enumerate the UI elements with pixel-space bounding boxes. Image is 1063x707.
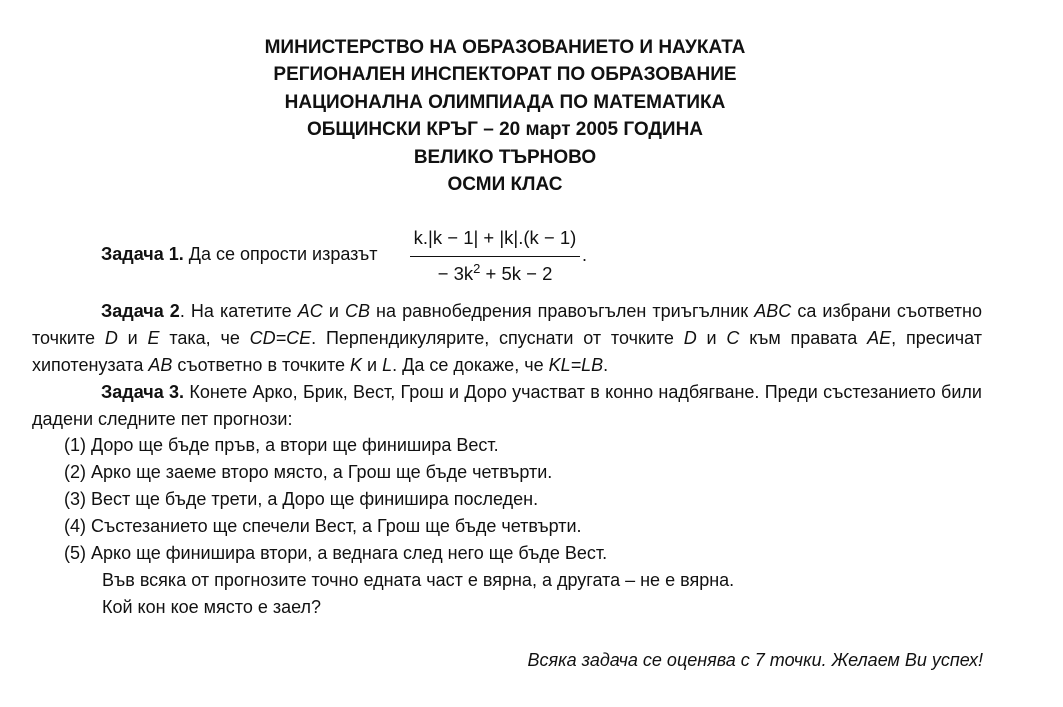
fraction-bar <box>410 256 580 257</box>
task2-var: E <box>147 328 160 348</box>
task2-text: , пресичат хипотенузата <box>32 328 983 375</box>
task2-var: D <box>683 328 697 348</box>
denominator-exponent: 2 <box>473 261 481 276</box>
document-header <box>0 34 1010 198</box>
task2-text: и <box>696 328 727 348</box>
task2-var: L <box>382 355 393 375</box>
task3-text: Конете Арко, Брик, Вест, Грош и Доро участват в конно надбягване. Преди състезанието били дадени следните пет прогнози: <box>32 382 982 429</box>
task2-var: ABC <box>754 301 792 321</box>
task3-statement <box>32 379 982 433</box>
fraction-numerator: k.|k − 1| + |k|.(k − 1) <box>413 227 577 248</box>
task2-text: на равнобедрения правоъгълен триъгълник <box>369 301 755 321</box>
prediction-item: (3) Вест ще бъде трети, а Доро ще финишира последен. <box>64 489 539 509</box>
task3-question: Кой кон кое място е заел? <box>102 597 322 617</box>
task2-text: . <box>603 355 609 375</box>
task2-text: . Да се докаже, че <box>392 355 549 375</box>
footer-note: Всяка задача се оценява с 7 точки. Желаем Ви успех! <box>527 650 983 670</box>
task3-closing <box>102 567 734 621</box>
task2-label: Задача 2 <box>101 301 180 321</box>
header-line-grade: ОСМИ КЛАС <box>447 174 563 196</box>
task2-var: KL=LB <box>548 355 604 375</box>
header-line-olympiad: НАЦИОНАЛНА ОЛИМПИАДА ПО МАТЕМАТИКА <box>284 91 726 113</box>
task1-fraction <box>410 227 580 285</box>
denominator-rest: + 5k − 2 <box>485 263 553 285</box>
fraction-denominator <box>410 261 580 285</box>
task2-text: . Перпендикулярите, спуснати от точките <box>311 328 684 348</box>
header-line-ministry: МИНИСТЕРСТВО НА ОБРАЗОВАНИЕТО И НАУКАТА <box>264 37 746 58</box>
task2-text: и <box>322 301 345 321</box>
task2-var: CD=CE <box>249 328 312 348</box>
task2-var: AC <box>297 301 323 321</box>
task2-var: K <box>350 355 363 375</box>
task2-text: . На катетите <box>179 301 298 321</box>
task2-text: и <box>362 355 383 375</box>
task3-predictions <box>64 432 607 567</box>
task3-condition: Във всяка от прогнозите точно едната част е вярна, а другата – не е вярна. <box>102 570 735 590</box>
denominator-main: − 3k <box>437 263 474 285</box>
task1-label: Задача 1. <box>101 244 184 264</box>
prediction-item: (1) Доро ще бъде пръв, а втори ще финишира Вест. <box>64 435 499 455</box>
task2-var: AE <box>867 328 892 348</box>
header-line-city: ВЕЛИКО ТЪРНОВО <box>413 146 597 168</box>
task2-var: CB <box>344 301 370 321</box>
task3-label: Задача 3. <box>101 382 185 402</box>
task1-statement <box>101 244 378 265</box>
task2-text: към правата <box>739 328 868 348</box>
task1-period: . <box>582 245 588 265</box>
task2-text: и <box>117 328 148 348</box>
prediction-item: (4) Състезанието ще спечели Вест, а Грош ще бъде четвърти. <box>64 516 582 536</box>
task2-statement <box>32 298 982 379</box>
task2-var: D <box>104 328 118 348</box>
task2-var: AB <box>148 355 173 375</box>
prediction-item: (2) Арко ще заеме второ място, а Грош ще бъде четвърти. <box>64 462 553 482</box>
prediction-item: (5) Арко ще финишира втори, а веднага след него ще бъде Вест. <box>64 543 608 563</box>
task2-text: така, че <box>159 328 250 348</box>
header-line-round-date: ОБЩИНСКИ КРЪГ – 20 март 2005 ГОДИНА <box>306 119 704 141</box>
task2-text: са избрани съответно точките <box>32 301 982 348</box>
task2-var: C <box>726 328 740 348</box>
task1-text: Да се опрости изразът <box>188 244 378 264</box>
header-line-inspectorate: РЕГИОНАЛЕН ИНСПЕКТОРАТ ПО ОБРАЗОВАНИЕ <box>273 64 737 86</box>
task2-text: съответно в точките <box>172 355 351 375</box>
